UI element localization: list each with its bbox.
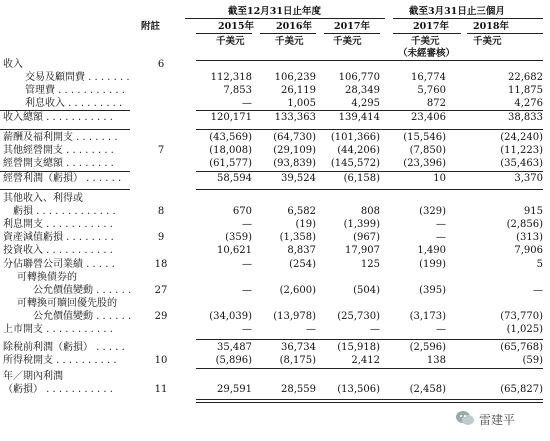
row-value: (199) — [419, 259, 446, 270]
row-value: 23,406 — [411, 112, 446, 123]
header-bottom-rule — [196, 60, 543, 61]
row-note: 29 — [154, 311, 168, 322]
row-note: 27 — [154, 285, 168, 296]
row-value: (967) — [353, 232, 380, 243]
row-value: (24,240) — [500, 132, 543, 143]
row-value: (359) — [225, 232, 252, 243]
unit-q2017: 千美元 — [411, 36, 440, 47]
row-value: 22,682 — [508, 72, 543, 83]
row-value: (11,223) — [500, 145, 543, 156]
row-value: (3,173) — [409, 311, 446, 322]
row-value: 5,760 — [417, 85, 446, 96]
row-label: 經營開支總額 . . . . . . . . — [3, 158, 114, 169]
unit-2017: 千美元 — [333, 36, 362, 47]
year-2017-header: 2017年 — [334, 21, 370, 32]
row-value: 29,591 — [217, 384, 252, 395]
row-label: 經營利潤（虧損） . . . . . . — [3, 173, 122, 184]
row-value: (73,770) — [500, 311, 543, 322]
wechat-icon — [455, 408, 475, 428]
year-2016-underline — [260, 33, 316, 34]
row-value: (6,158) — [343, 173, 380, 184]
q-2018-underline — [467, 33, 543, 34]
row-value: — — [436, 232, 446, 243]
row-value: (145,572) — [330, 158, 380, 169]
row-value: (504) — [353, 285, 380, 296]
label-rule-line — [0, 171, 130, 172]
row-note: 11 — [154, 384, 168, 395]
row-value: (1,358) — [279, 232, 316, 243]
row-value: — — [533, 285, 543, 296]
row-value: (8,175) — [279, 355, 316, 366]
row-note: 7 — [157, 145, 165, 156]
row-value: (13,978) — [273, 311, 316, 322]
row-label: 可轉換可贖回優先股的 — [17, 298, 117, 309]
row-value: — — [436, 324, 446, 335]
row-value: 36,734 — [281, 342, 316, 353]
row-value: 16,774 — [411, 72, 446, 83]
row-label: 公允價值變動 . . . . . . — [33, 311, 132, 322]
row-label: 公允價值變動 . . . . . . — [33, 285, 132, 296]
row-value: 7,853 — [223, 85, 252, 96]
row-value: (5,896) — [215, 355, 252, 366]
row-value: 11,875 — [508, 85, 543, 96]
unit-2015: 千美元 — [216, 36, 245, 47]
row-value: (25,730) — [337, 311, 380, 322]
watermark-text: 雷建平 — [479, 413, 516, 427]
row-value: (15,918) — [337, 342, 380, 353]
row-value: 1,005 — [287, 98, 316, 109]
year-2016-header: 2016年 — [276, 21, 312, 32]
row-label: 薪酬及福利開支 . . . . . . . — [3, 132, 118, 143]
row-value: — — [436, 219, 446, 230]
row-value: (35,463) — [500, 158, 543, 169]
row-value: 6,582 — [287, 206, 316, 217]
row-label: 年／期內利潤 — [3, 371, 63, 382]
row-value: (1,399) — [343, 219, 380, 230]
row-label: 所得稅開支 . . . . . . . . . . — [3, 355, 117, 366]
row-value: 17,907 — [345, 245, 380, 256]
row-value: 28,349 — [345, 85, 380, 96]
row-value: 808 — [360, 206, 380, 217]
q-2017-header: 2017年 — [413, 21, 449, 32]
row-value: 3,370 — [514, 173, 543, 184]
row-value: — — [306, 324, 316, 335]
label-rule-line — [0, 110, 130, 111]
row-note: 18 — [154, 259, 168, 270]
quarter-group-header: 截至3月31日止三個月 — [409, 6, 505, 17]
row-value: (101,366) — [330, 132, 380, 143]
row-label: 投資收入 . . . . . . . . . . . — [3, 245, 113, 256]
row-value: 39,524 — [281, 173, 316, 184]
row-value: (61,577) — [209, 158, 252, 169]
row-value: (15,546) — [403, 132, 446, 143]
year-2015-underline — [196, 33, 252, 34]
row-value: (59) — [522, 355, 543, 366]
unaudited-label: （未經審核） — [398, 48, 456, 59]
row-value: (395) — [419, 285, 446, 296]
rule-line — [196, 110, 543, 111]
row-label: 管理費 . . . . . . . . . . . — [25, 85, 125, 96]
rule-line — [196, 129, 543, 130]
note-column-header: 附註 — [141, 21, 161, 32]
year-2015-header: 2015年 — [218, 21, 254, 32]
row-value: (34,039) — [209, 311, 252, 322]
rule-line — [196, 402, 543, 403]
row-value: 58,594 — [217, 173, 252, 184]
row-value: 28,559 — [281, 384, 316, 395]
row-value: 10,621 — [217, 245, 252, 256]
label-rule-line — [0, 129, 130, 130]
row-value: (1,025) — [506, 324, 543, 335]
row-value: 106,239 — [274, 72, 316, 83]
row-label: （虧損） . . . . . . . . . . . — [3, 384, 113, 395]
row-value: (2,596) — [409, 342, 446, 353]
rule-line — [196, 339, 543, 340]
row-value: — — [370, 324, 380, 335]
row-value: 38,833 — [508, 112, 543, 123]
row-value: 106,770 — [338, 72, 380, 83]
row-value: 872 — [426, 98, 446, 109]
q-2018-header: 2018年 — [473, 21, 509, 32]
row-value: 1,490 — [417, 245, 446, 256]
row-value: 26,119 — [281, 85, 316, 96]
row-value: (2,856) — [506, 219, 543, 230]
row-value: (19) — [295, 219, 316, 230]
row-label: 除稅前利潤（虧損） . . . . . — [3, 342, 125, 353]
row-label: 其他收入、利得或 — [3, 193, 83, 204]
row-note: 6 — [157, 59, 165, 70]
row-value: (43,569) — [209, 132, 252, 143]
row-value: — — [242, 98, 252, 109]
row-value: (329) — [419, 206, 446, 217]
label-rule-line — [0, 189, 130, 190]
row-value: 5 — [536, 259, 543, 270]
row-value: 120,171 — [210, 112, 252, 123]
row-value: (313) — [516, 232, 543, 243]
row-label: 收入總額 . . . . . . . . . . . — [3, 112, 113, 123]
row-value: 8,837 — [287, 245, 316, 256]
unit-2016: 千美元 — [275, 36, 304, 47]
rule-line — [196, 189, 543, 190]
row-value: — — [242, 219, 252, 230]
row-value: (29,109) — [273, 145, 316, 156]
row-value: 138 — [426, 355, 446, 366]
quarter-group-underline — [393, 18, 543, 19]
row-value: 139,414 — [338, 112, 380, 123]
row-label: 利息收入 . . . . . . . . . — [25, 98, 123, 109]
row-value: — — [242, 324, 252, 335]
row-value: (2,600) — [279, 285, 316, 296]
row-value: 133,363 — [274, 112, 316, 123]
row-value: 112,318 — [210, 72, 252, 83]
row-label: 上市開支 . . . . . . . . . . . — [3, 324, 113, 335]
row-value: (18,008) — [209, 145, 252, 156]
row-value: (65,768) — [500, 342, 543, 353]
row-note: 9 — [157, 232, 165, 243]
row-label: 虧損 . . . . . . . . . . . . . — [13, 206, 116, 217]
row-value: 670 — [232, 206, 252, 217]
rule-line — [196, 399, 543, 400]
row-value: 7,906 — [514, 245, 543, 256]
year-group-underline — [185, 18, 385, 19]
row-value: 2,412 — [351, 355, 380, 366]
row-value: (44,206) — [337, 145, 380, 156]
row-value: 4,276 — [514, 98, 543, 109]
unit-q2018: 千美元 — [473, 36, 502, 47]
row-label: 交易及顧問費 . . . . . . . — [25, 72, 130, 83]
row-note: 10 — [154, 355, 168, 366]
rule-line — [196, 368, 543, 369]
row-label: 可轉換債券的 — [17, 272, 77, 283]
year-2017-underline — [324, 33, 380, 34]
row-value: 10 — [433, 173, 446, 184]
row-value: 4,295 — [351, 98, 380, 109]
row-value: (23,396) — [403, 158, 446, 169]
row-value: (93,839) — [273, 158, 316, 169]
watermark — [455, 405, 547, 431]
row-label: 資產減值虧損 . . . . . . . . — [3, 232, 114, 243]
row-note: 8 — [157, 206, 165, 217]
row-value: 35,487 — [217, 342, 252, 353]
row-value: (254) — [289, 259, 316, 270]
row-label: 收入 — [3, 59, 23, 70]
year-group-header: 截至12月31日止年度 — [228, 6, 321, 17]
row-value: (7,850) — [409, 145, 446, 156]
row-value: (2,458) — [409, 384, 446, 395]
q-2017-underline — [393, 33, 461, 34]
row-value: (13,506) — [337, 384, 380, 395]
row-value: — — [242, 259, 252, 270]
row-label: 分佔聯營公司業績 . . . . . — [3, 259, 115, 270]
row-value: — — [242, 285, 252, 296]
row-value: 125 — [360, 259, 380, 270]
row-label: 利息開支 . . . . . . . . . . . — [3, 219, 113, 230]
row-value: (65,827) — [500, 384, 543, 395]
row-value: (64,730) — [273, 132, 316, 143]
rule-line — [196, 171, 543, 172]
row-label: 其他經營開支 . . . . . . . . — [3, 145, 114, 156]
row-value: 915 — [523, 206, 543, 217]
